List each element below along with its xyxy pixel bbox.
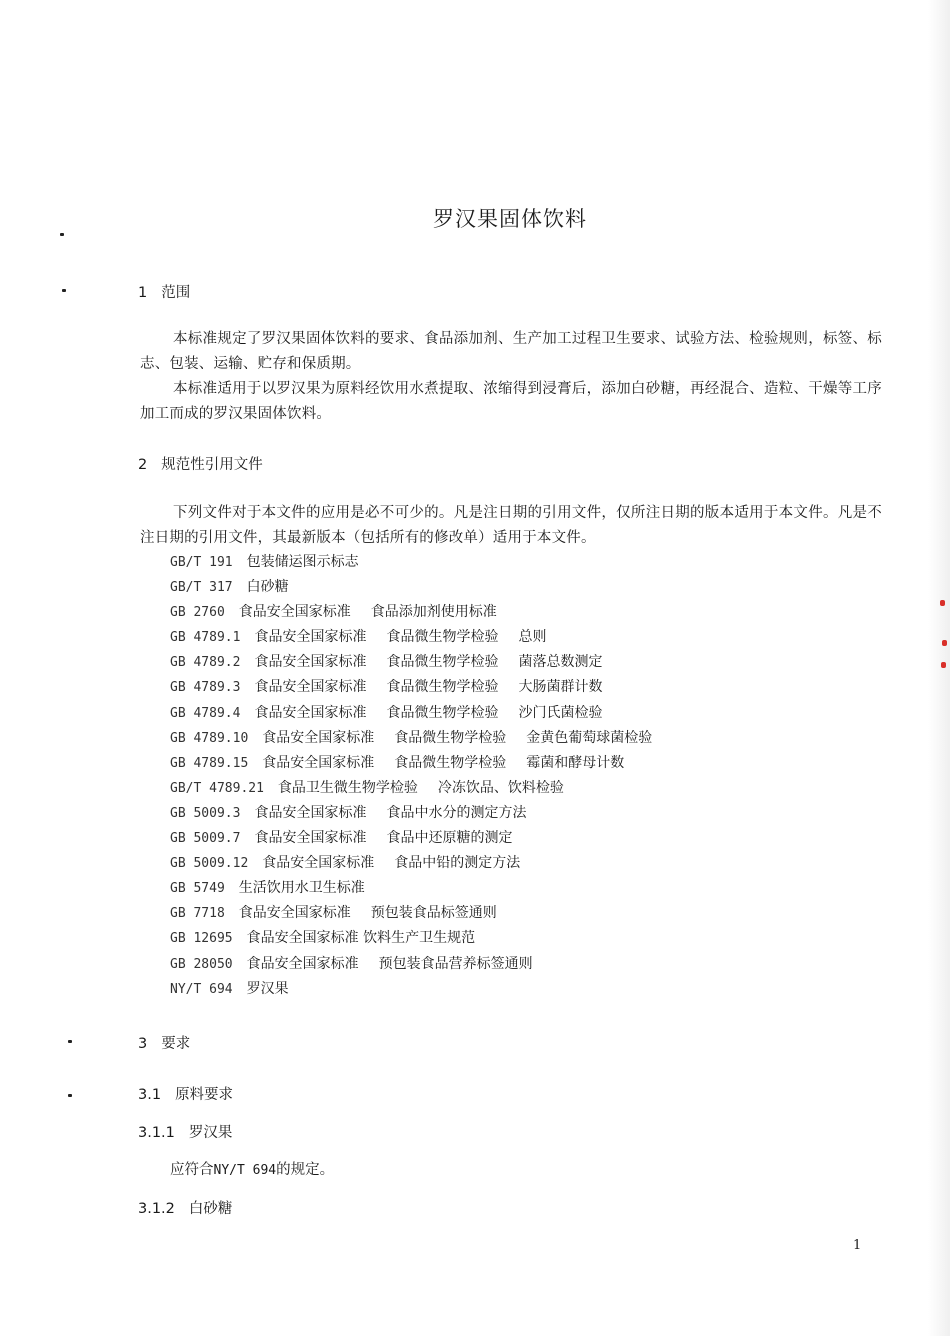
reference-title-part: 食品卫生微生物学检验 [277,779,418,796]
scan-speck [68,1040,72,1043]
scope-paragraph-1: 本标准规定了罗汉果固体饮料的要求、食品添加剂、生产加工过程卫生要求、试验方法、检验规则，标签、标志、包装、运输、贮存和保质期。 [140,331,882,372]
reference-title-part: 白砂糖 [246,579,289,596]
section-number: 3 [138,1036,148,1052]
reference-code: GB 5009.12 [170,856,249,872]
reference-title-part: 菌落总数测定 [518,654,603,671]
reference-code: GB/T 317 [170,580,233,596]
reference-item [170,876,652,901]
reference-title-part: 食品微生物学检验 [386,679,499,696]
reference-title-part: 食品安全国家标准 饮料生产卫生规范 [246,930,476,947]
reference-item [170,926,652,951]
reference-title-part: 食品安全国家标准 [246,955,359,972]
scope-paragraph-2: 本标准适用于以罗汉果为原料经饮用水煮提取、浓缩得到浸膏后，添加白砂糖，再经混合、造粒、干燥等工序加工而成的罗汉果固体饮料。 [140,381,882,422]
section-number: 3.1.2 [138,1201,175,1217]
reference-item [170,575,652,600]
reference-item [170,776,652,801]
section-number: 3.1 [138,1087,162,1103]
reference-title-part: 食品微生物学检验 [386,629,499,646]
reference-title-part: 食品微生物学检验 [394,729,507,746]
reference-code: GB 5009.7 [170,831,241,847]
reference-title-part: 食品安全国家标准 [254,629,367,646]
reference-code: GB 4789.2 [170,655,241,671]
scan-speck [60,233,64,236]
section-title: 规范性引用文件 [161,457,263,473]
reference-item [170,751,652,776]
reference-item [170,826,652,851]
reference-item [170,625,652,650]
reference-code: GB 4789.10 [170,730,249,746]
reference-title-part: 霉菌和酵母计数 [526,754,625,771]
reference-item [170,600,652,625]
section-number: 3.1.1 [138,1125,175,1141]
reference-title-part: 食品中还原糖的测定 [386,830,513,847]
section-heading-3-1 [138,1083,233,1104]
reference-code: GB 4789.3 [170,680,241,696]
reference-title-part: 食品安全国家标准 [238,905,351,922]
section-heading-3-1-2 [138,1197,232,1218]
scan-red-mark [941,662,946,668]
reference-title-part: 食品微生物学检验 [386,704,499,721]
reference-code: GB/T 191 [170,555,233,570]
reference-code: GB 5009.3 [170,805,241,821]
reference-title-part: 大肠菌群计数 [518,679,603,696]
reference-title-part: 食品安全国家标准 [262,855,375,872]
page-number: 1 [853,1238,862,1253]
scan-red-mark [940,600,945,606]
reference-title-part: 食品安全国家标准 [262,729,375,746]
section-number: 1 [138,285,148,301]
reference-title-part: 食品安全国家标准 [254,830,367,847]
reference-code: GB 5749 [170,881,225,897]
reference-title-part: 食品安全国家标准 [262,754,375,771]
reference-item [170,701,652,726]
reference-title-part: 食品微生物学检验 [386,654,499,671]
reference-item [170,851,652,876]
reference-code: GB 7718 [170,906,225,922]
section-number: 2 [138,457,148,473]
reference-code: GB 4789.15 [170,755,249,771]
reference-code: GB 4789.1 [170,630,241,646]
section-title: 罗汉果 [188,1125,233,1141]
reference-title-part: 食品中铅的测定方法 [394,855,521,872]
reference-title-part: 金黄色葡萄球菌检验 [526,729,653,746]
reference-item [170,952,652,977]
section-heading-3-1-1 [138,1121,232,1142]
refs-intro-paragraph: 下列文件对于本文件的应用是必不可少的。凡是注日期的引用文件，仅所注日期的版本适用于本文件。凡是不注日期的引用文件，其最新版本（包括所有的修改单）适用于本文件。 [140,505,882,546]
section-heading-1 [138,281,190,302]
reference-title-part: 食品安全国家标准 [254,804,367,821]
reference-title-part: 总则 [518,629,547,646]
reference-item [170,901,652,926]
reference-code: GB 12695 [170,931,233,947]
section-title: 要求 [161,1036,191,1052]
reference-code: GB 2760 [170,605,225,621]
reference-item [170,550,652,575]
section-title: 原料要求 [175,1087,234,1103]
reference-title-part: 冷冻饮品、饮料检验 [437,779,564,796]
reference-title-part: 预包装食品标签通则 [370,905,497,922]
section-heading-2 [138,453,263,474]
reference-title-part: 食品安全国家标准 [254,704,367,721]
scan-speck [62,289,66,292]
reference-item [170,726,652,751]
section-title: 范围 [161,285,191,301]
luohanguo-requirement-text: 应符合NY/T 694的规定。 [170,1162,335,1178]
reference-item [170,801,652,826]
scan-edge-shadow [928,0,950,1336]
reference-title-part: 食品微生物学检验 [394,754,507,771]
standard-code: NY/T 694 [213,1163,277,1178]
reference-item [170,675,652,700]
reference-title-part: 生活饮用水卫生标准 [238,880,365,897]
reference-title-part: 包装储运图示标志 [246,554,359,570]
reference-list [170,550,652,1002]
reference-code: GB/T 4789.21 [170,780,264,796]
reference-title-part: 食品安全国家标准 [254,654,367,671]
reference-title-part: 食品中水分的测定方法 [386,804,527,821]
scan-speck [68,1094,72,1097]
reference-item [170,977,652,1002]
reference-title-part: 食品添加剂使用标准 [370,604,497,621]
reference-code: GB 4789.4 [170,705,241,721]
section-title: 白砂糖 [188,1201,233,1217]
document-title: 罗汉果固体饮料 [433,207,587,231]
scan-red-mark [942,640,947,646]
reference-title-part: 预包装食品营养标签通则 [378,955,533,972]
reference-title-part: 食品安全国家标准 [238,604,351,621]
reference-code: GB 28050 [170,956,233,972]
reference-title-part: 食品安全国家标准 [254,679,367,696]
section-heading-3 [138,1032,190,1053]
reference-title-part: 罗汉果 [246,980,289,997]
reference-title-part: 沙门氏菌检验 [518,704,603,721]
reference-code: NY/T 694 [170,981,233,997]
reference-item [170,650,652,675]
